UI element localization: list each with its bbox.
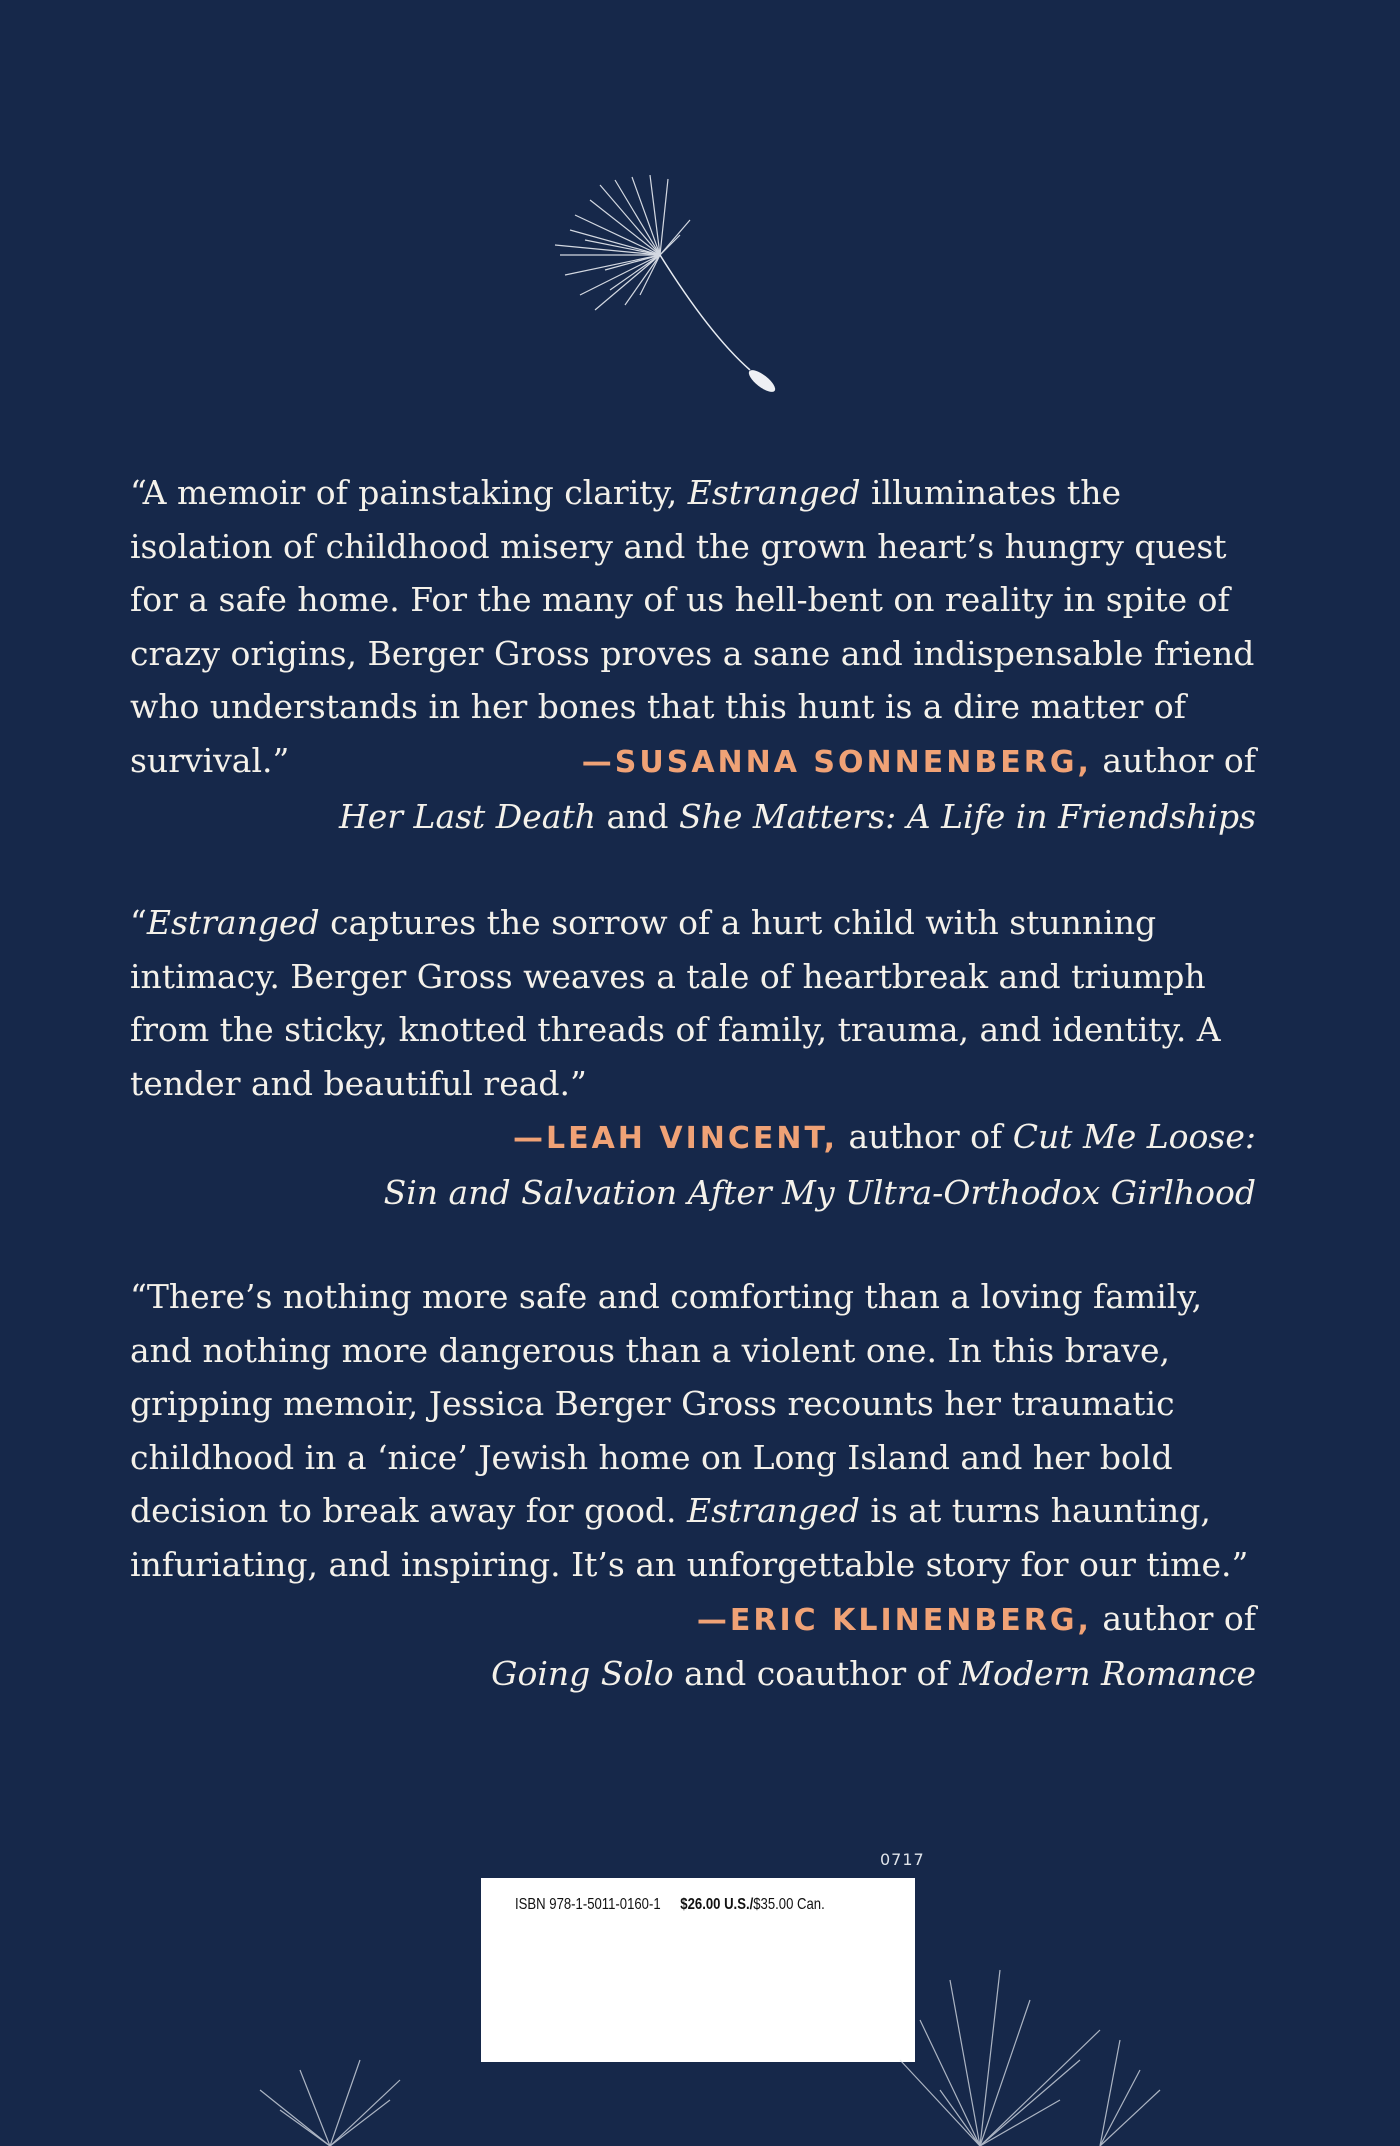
book-title: Sin and Salvation After My Ultra-Orthodox Girlhood [383,1172,1256,1212]
endorsement-quote-2 [130,896,1270,1220]
book-title: Cut Me Loose: [1012,1117,1256,1157]
print-code: 0717 [880,1850,925,1869]
quote-text: “A memoir of painstaking clarity, [130,473,688,512]
book-title: Estranged [687,473,861,512]
isbn: ISBN 978-1-5011-0160-1 [515,1896,661,1913]
author-role: author of [1091,740,1256,780]
price-us: $26.00 U.S./ [680,1896,754,1913]
attribution-books [130,1166,1270,1220]
author-role: author of [838,1117,1013,1157]
conjunction: and coauthor of [673,1654,960,1694]
quote-text: illuminates the isolation of childhood misery and the grown heart’s hungry quest for a safe home. For the many of us hell-bent on reality in spite of crazy origins, Berger Gross proves a sane and indispensable friend who understands in her bones that this hunt is a dire matter of survival.” [130,473,1255,780]
attribution-books [130,790,1270,844]
quote-text: captures the sorrow of a hurt child with stunning intimacy. Berger Gross weaves a tale of heartbreak and triumph from the sticky, knotted threads of family, trauma, and identity. A tender and beautiful read.” [130,903,1221,1103]
book-title: Estranged [146,903,320,942]
book-title: Modern Romance [959,1654,1256,1694]
quote-text: is at turns haunting, infuriating, and inspiring. It’s an unforgettable story for our time.” [130,1491,1249,1584]
book-title: Going Solo [491,1654,674,1694]
conjunction: and [595,796,680,836]
attribution [130,734,1270,790]
author-role: author of [1091,1598,1256,1638]
author-name: —SUSANNA SONNENBERG, [581,744,1092,780]
attribution [130,1110,1270,1166]
endorsement-quote-1 [130,466,1270,843]
attribution-books [130,1647,1270,1701]
author-name: —ERIC KLINENBERG, [696,1602,1092,1638]
dandelion-seeds-decoration-icon [0,1940,1400,2146]
isbn-price-line [515,1896,825,1914]
price-can: $35.00 Can. [753,1896,825,1913]
endorsement-quote-3 [130,1270,1270,1701]
quote-text: “ [130,903,147,942]
author-name: —LEAH VINCENT, [512,1121,839,1157]
dandelion-seed-icon [540,175,840,425]
book-title: Her Last Death [338,796,596,836]
quote-text: “There’s nothing more safe and comforting than a loving family, and nothing more dangerous than a violent one. In this brave, gripping memoir, Jessica Berger Gross recounts her traumatic childhood in a ‘nice’ Jewish home on Long Island and her bold decision to break away for good. [130,1277,1203,1531]
attribution [130,1592,1270,1648]
book-title: Estranged [687,1491,860,1531]
book-title: She Matters: A Life in Friendships [679,796,1256,836]
